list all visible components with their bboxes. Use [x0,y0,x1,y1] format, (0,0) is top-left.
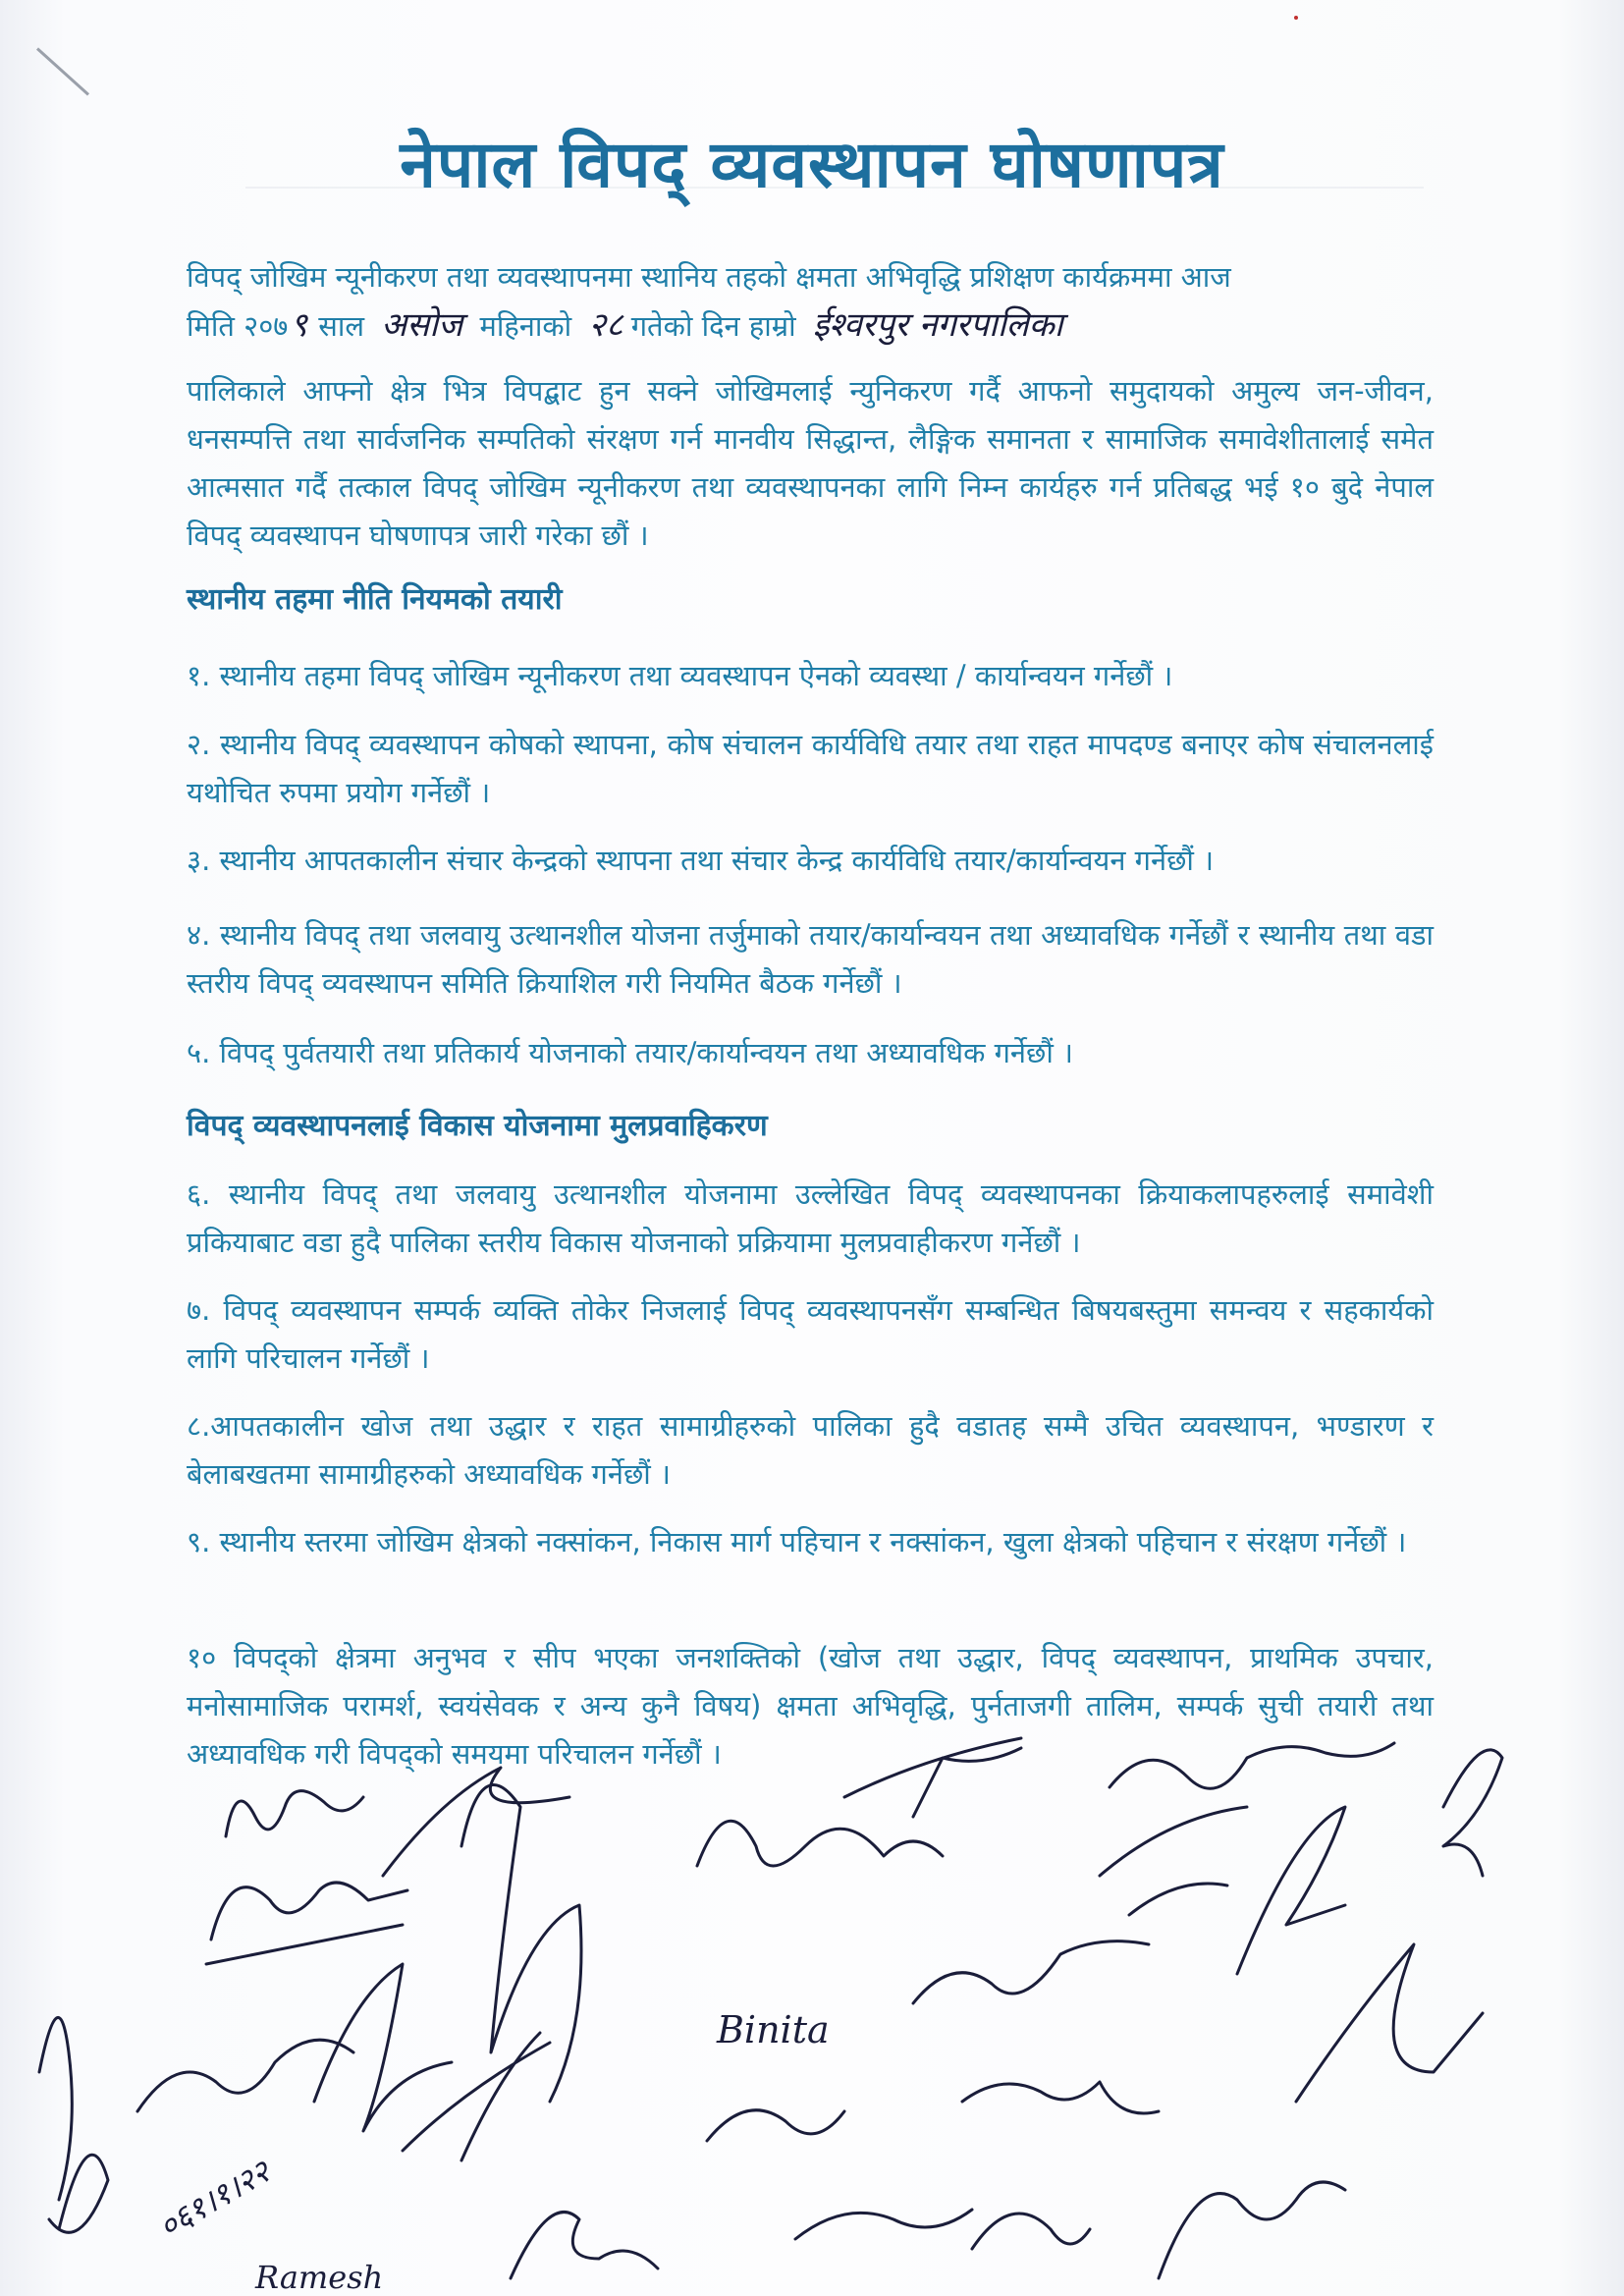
signature [913,1941,1149,2003]
list-item: ७. विपद् व्यवस्थापन सम्पर्क व्यक्ति तोकेर निजलाई विपद् व्यवस्थापनसँग सम्बन्धित बिषयबस्तुमा समन्वय र सहकार्यको लागि परिचालन गर्नेछौं । [187,1293,1434,1375]
signature [972,2214,1090,2249]
handwritten-date: ०६१।१।२२ [152,2152,277,2246]
signature [383,1768,569,1876]
list-item: १० विपद्को क्षेत्रमा अनुभव र सीप भएका जनशक्तिको (खोज तथा उद्धार, विपद् व्यवस्थापन, प्राथमिक उपचार, मनोसामाजिक परामर्श, स्वयंसेवक र अन्य कुनै विषय) क्षमता अभिवृद्धि, पुर्नताजगी तालिम, सम्पर्क सुची तयारी तथा अध्यावधिक गरी विपद्को समयमा परिचालन गर्नेछौं । [187,1641,1434,1771]
signature [39,2017,72,2200]
signature [1100,1807,1247,1915]
signature [697,1821,943,1866]
signature [1443,1750,1502,1876]
list-item: ८.आपतकालीन खोज तथा उद्धार र राहत सामाग्रीहरुको पालिका हुदै वडातह सम्मै उचित व्यवस्थापन, भण्डारण र बेलाबखतमा सामाग्रीहरुको अध्यावधिक गर्नेछौं । [187,1409,1434,1491]
intro-date-prefix: मिति २०७ [187,309,289,343]
intro-paragraph: पालिकाले आफ्नो क्षेत्र भित्र विपद्बाट हुन सक्ने जोखिमलाई न्युनिकरण गर्दै आफनो समुदायको अमुल्य जन-जीवन, धनसम्पत्ति तथा सार्वजनिक सम्पतिको संरक्षण गर्न मानवीय सिद्धान्त, लैङ्गिक समानता र सामाजिक समावेशीतालाई समेत आत्मसात गर्दै तत्काल विपद् जोखिम न्यूनीकरण तथा व्यवस्थापनका लागि निम्न कार्यहरु गर्न प्रतिबद्ध भई १० बुदे नेपाल विपद् व्यवस्थापन घोषणापत्र जारी गरेका छौं । [187,374,1434,552]
section1-heading: स्थानीय तहमा नीति नियमको तयारी [187,582,563,617]
page-title: नेपाल विपद् व्यवस्थापन घोषणापत्र [400,127,1224,202]
list-item: १. स्थानीय तहमा विपद् जोखिम न्यूनीकरण तथा व्यवस्थापन ऐनको व्यवस्था / कार्यान्वयन गर्नेछौं । [187,659,1173,692]
intro-year-label: साल [318,309,365,343]
ink-speck [1294,16,1298,20]
section2-heading: विपद् व्यवस्थापनलाई विकास योजनामा मुलप्रवाहिकरण [187,1109,768,1143]
list-item: ४. स्थानीय विपद् तथा जलवायु उत्थानशील योजना तर्जुमाको तयार/कार्यान्वयन तथा अध्यावधिक गर्नेछौं र स्थानीय तथा वडा स्तरीय विपद् व्यवस्थापन समिति क्रियाशिल गरी नियमित बैठक गर्नेछौं । [187,918,1434,1000]
handwritten-municipality: ईश्वरपुर नगरपालिका [812,305,1063,345]
signature-block [0,1728,1624,2296]
list-item: ६. स्थानीय विपद् तथा जलवायु उत्थानशील योजनामा उल्लेखित विपद् व्यवस्थापनका क्रियाकलापहरुलाई समावेशी प्रकियाबाट वडा हुदै पालिका स्तरीय विकास योजनाको प्रक्रियामा मुलप्रवाहीकरण गर्नेछौं । [187,1177,1434,1259]
signature [137,2040,353,2111]
signature [403,2033,550,2160]
signature-binita: Binita [717,2008,830,2051]
list-item: २. स्थानीय विपद् व्यवस्थापन कोषको स्थापना, कोष संचालन कार्यविधि तयार तथा राहत मापदण्ड बनाएर कोष संचालनलाई यथोचित रुपमा प्रयोग गर्नेछौं । [187,728,1434,809]
handwritten-day: २८ [588,305,623,345]
intro-text [187,253,1434,351]
signature [511,2213,658,2279]
list-item: ५. विपद् पुर्वतयारी तथा प्रतिकार्य योजनाको तयार/कार्यान्वयन तथा अध्यावधिक गर्नेछौं । [187,1036,1074,1069]
signature-ramesh: Ramesh [255,2259,384,2296]
signature [1296,1944,1483,2102]
intro-month-label: महिनाको [479,309,572,343]
list-item: ९. स्थानीय स्तरमा जोखिम क्षेत्रको नक्सांकन, निकास मार्ग पहिचान र नक्सांकन, खुला क्षेत्रको पहिचान र संरक्षण गर्नेछौं । [187,1525,1407,1558]
signature [707,2110,844,2141]
signature [49,2155,108,2232]
signature [226,1791,363,1836]
signature [795,2210,972,2239]
signature [206,1925,403,1964]
list-item: ३. स्थानीय आपतकालीन संचार केन्द्रको स्थापना तथा संचार केन्द्र कार्यविधि तयार/कार्यान्वयन गर्नेछौं । [187,844,1215,877]
handwritten-month: असोज [381,305,463,345]
signature [1237,1807,1345,1974]
signature [844,1738,1021,1817]
intro-line1: विपद् जोखिम न्यूनीकरण तथा व्यवस्थापनमा स्थानिय तहको क्षमता अभिवृद्धि प्रशिक्षण कार्यक्रममा आज [187,260,1231,294]
signature [962,2082,1159,2113]
signature [1110,1743,1394,1788]
handwritten-year-digit: ९ [290,305,308,345]
signature [1159,2182,1345,2278]
staple-mark [36,47,89,95]
intro-day-label: गतेको दिन हाम्रो [630,309,796,343]
signature [314,1964,452,2131]
